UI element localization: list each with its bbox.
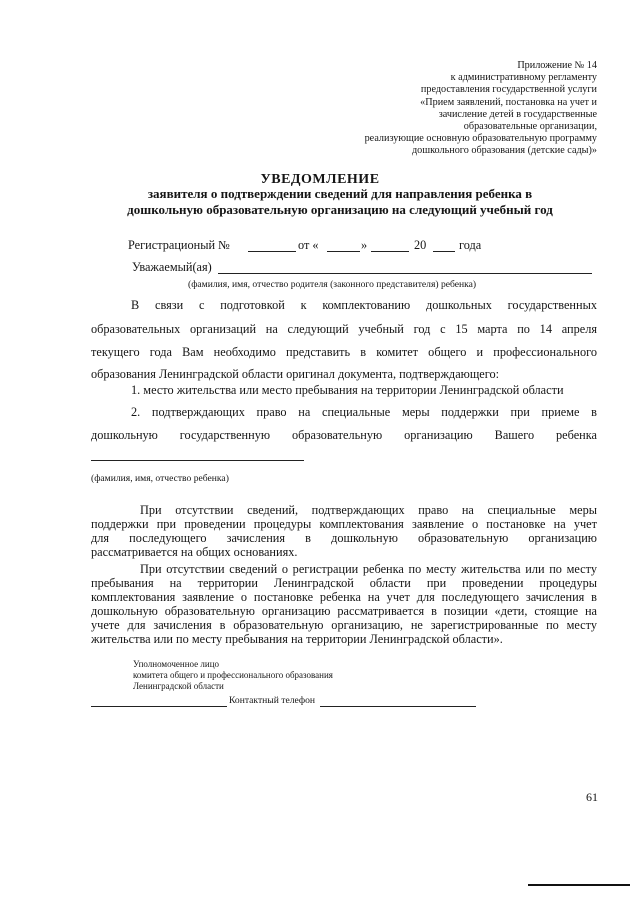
paragraph-line: для последующего зачисления в дошкольную образовательную организацию — [91, 531, 597, 545]
appendix-line: дошкольного образования (детские сады)» — [412, 145, 597, 157]
list-item: 2. подтверждающих право на специальные меры поддержки при приеме в — [131, 405, 597, 419]
paragraph-line: дошкольную образовательную организацию рассматривается в позиции «дети, стоящие на — [91, 604, 597, 618]
document-subtitle — [60, 186, 620, 218]
paragraph-line: При отсутствии сведений, подтверждающих право на специальные меры — [140, 503, 597, 517]
registration-label: Регистрационый № — [128, 238, 230, 252]
signature-line: Уполномоченное лицо — [133, 659, 220, 669]
paragraph-line: пребывания на территории Ленинградской области при проведении процедуры — [91, 576, 597, 590]
registration-year-prefix: 20 — [414, 238, 427, 252]
signature-line: комитета общего и профессионального образования — [133, 670, 333, 680]
list-item: дошкольную государственную образовательную организацию Вашего ребенка — [91, 428, 597, 442]
paragraph-line: текущего года Вам необходимо представить в комитет общего и профессионального — [91, 345, 597, 359]
paragraph-line: учете для зачисления в образовательную организацию, не зарегистрированные по месту — [91, 618, 597, 632]
appendix-line: «Прием заявлений, постановка на учет и — [420, 96, 597, 108]
signature-line: Ленинградской области — [133, 681, 224, 691]
registration-month-blank — [371, 251, 409, 252]
parent-name-caption: (фамилия, имя, отчество родителя (законного представителя) ребенка) — [188, 279, 477, 290]
appendix-line: предоставления государственной услуги — [420, 84, 597, 96]
registration-from: от « — [298, 238, 319, 252]
child-name-caption: (фамилия, имя, отчество ребенка) — [91, 473, 229, 484]
subtitle-line: заявителя о подтверждении сведений для направления ребенка в — [147, 186, 533, 201]
parent-name-blank — [218, 273, 592, 274]
child-name-blank — [91, 460, 304, 461]
signature-blank — [91, 706, 227, 707]
paragraph-line: образовательных организаций на следующий учебный год с 15 марта по 14 апреля — [91, 322, 597, 336]
registration-quote-close: » — [361, 238, 368, 252]
signature-block — [133, 659, 333, 692]
page-number: 61 — [586, 790, 598, 804]
paragraph-line: комплектования заявление о постановке ребенка на учет для последующего зачисления в — [91, 590, 597, 604]
phone-blank — [320, 706, 476, 707]
appendix-line: к административному регламенту — [450, 72, 597, 84]
appendix-header — [297, 60, 597, 158]
document-title: УВЕДОМЛЕНИЕ — [260, 172, 380, 187]
paragraph-line: рассматривается на общих основаниях. — [91, 545, 298, 559]
registration-year-suffix: года — [459, 238, 482, 252]
phone-label: Контактный телефон — [229, 695, 316, 706]
scan-edge-mark — [528, 884, 630, 886]
paragraph-line: образования Ленинградской области оригинал документа, подтверждающего: — [91, 367, 500, 381]
appendix-line: Приложение № 14 — [517, 60, 597, 71]
list-item: 1. место жительства или место пребывания на территории Ленинградской области — [131, 383, 564, 397]
appendix-line: реализующие основную образовательную программу — [364, 133, 597, 145]
appendix-line: зачисление детей в государственные — [438, 108, 597, 120]
paragraph-line: При отсутствии сведений о регистрации ребенка по месту жительства или по месту — [140, 562, 597, 576]
appendix-line: образовательные организации, — [463, 121, 597, 133]
registration-number-blank — [248, 251, 296, 252]
registration-year-blank — [433, 251, 455, 252]
paragraph-line: В связи с подготовкой к комплектованию дошкольных государственных — [131, 298, 597, 312]
paragraph-line: поддержки при проведении процедуры комплектования заявление о постановке на учет — [91, 517, 597, 531]
registration-day-blank — [327, 251, 360, 252]
paragraph-line: жительства или по месту пребывания на территории Ленинградской области». — [91, 632, 503, 646]
salutation-label: Уважаемый(ая) — [132, 260, 212, 274]
subtitle-line: дошкольную образовательную организацию на следующий учебный год — [127, 202, 553, 217]
